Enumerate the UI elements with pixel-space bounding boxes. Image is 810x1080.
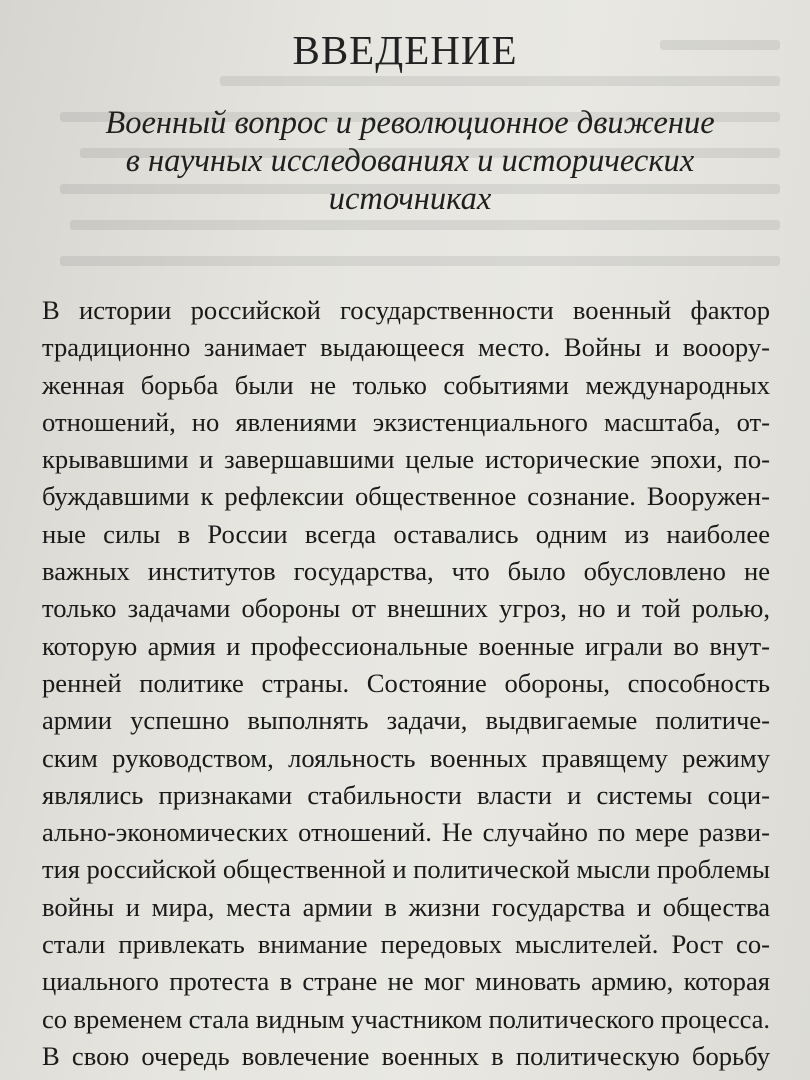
text-line: только задачами обороны от внешних угроз, но и той ролью, (42, 593, 770, 624)
text-line: женная борьба были не только событиями международных (42, 369, 770, 400)
text-line: ные силы в России всегда оставались одним из наиболее (42, 518, 770, 549)
text-line: армии успешно выполнять задачи, выдвигаемые политиче- (42, 705, 770, 736)
text-line: важных институтов государства, что было обусловлено не (42, 556, 770, 587)
subtitle-line: в научных исследованиях и исторических (125, 143, 695, 179)
text-line: ренней политике страны. Состояние обороны, способность (42, 667, 770, 698)
body-paragraph (42, 292, 770, 1075)
text-line: со временем стала видным участником политического процесса. (42, 1003, 770, 1034)
text-line: ально-экономических отношений. Не случайно по мере разви- (42, 817, 770, 848)
subtitle-line: источниках (328, 181, 492, 217)
text-line: ским руководством, лояльность военных правящему режиму (42, 742, 770, 773)
text-line: которую армия и профессиональные военные играли во внут- (42, 630, 770, 661)
text-line: В свою очередь вовлечение военных в политическую борьбу (42, 1040, 770, 1071)
text-line: войны и мира, места армии в жизни государства и общества (42, 891, 770, 922)
text-line: являлись признаками стабильности власти и системы соци- (42, 779, 770, 810)
text-line: В истории российской государственности военный фактор (42, 295, 770, 325)
text-line: отношений, но явлениями экзистенциального масштаба, от- (42, 406, 770, 437)
text-line: крывавшими и завершавшими целые исторические эпохи, по- (42, 444, 770, 475)
text-line: буждавшими к рефлексии общественное сознание. Вооружен- (42, 481, 770, 512)
text-line: циального протеста в стране не мог миновать армию, которая (42, 966, 770, 997)
subtitle-line: Военный вопрос и революционное движение (105, 105, 715, 141)
chapter-heading: ВВЕДЕНИЕ (292, 27, 518, 73)
text-line: стали привлекать внимание передовых мыслителей. Рост со- (42, 929, 770, 960)
text-line: тия российской общественной и политической мысли проблемы (42, 854, 770, 885)
text-line: традиционно занимает выдающееся место. Войны и вооору- (42, 332, 770, 363)
chapter-subtitle (55, 104, 765, 218)
